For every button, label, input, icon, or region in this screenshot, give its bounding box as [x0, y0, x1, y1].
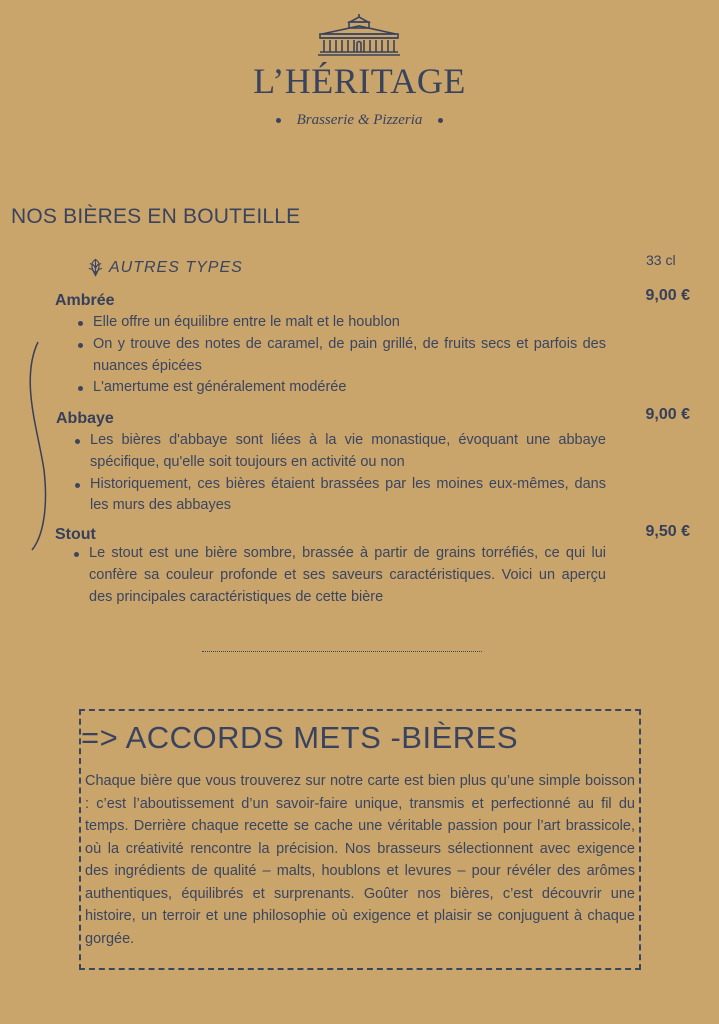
brand-name: L’HÉRITAGE — [253, 61, 466, 101]
category-heading — [86, 258, 243, 277]
beer-name: Abbaye — [56, 410, 114, 427]
decorative-bracket — [26, 340, 56, 552]
pairing-text: Chaque bière que vous trouverez sur notre carte est bien plus qu’une simple boisson : c’est l’aboutissement d’un savoir-faire unique, transmis et perfectionné au fil du temps. Derrière chaque recette se cache une véritable passion pour l’art brassicole, où la créativité rencontre la précision. Nos brasseurs sélectionnent avec exigence des ingrédients de qualité – malts, houblons et levures – pour révéler des arômes authentiques, équilibrés et surprenants. Goûter nos bières, c’est découvrir une histoire, un terroir et une philosophie où exigence et plaisir se conjuguent à chaque gorgée. — [85, 773, 635, 947]
note-item: Le stout est une bière sombre, brassée à partir de grains torréfiés, ce qui lui confère sa couleur profonde et ses saveurs caractéristiques. Voici un aperçu des principales caractéristiques de cette bière — [72, 543, 606, 608]
section-title: NOS BIÈRES EN BOUTEILLE — [11, 205, 301, 228]
dot-icon — [438, 118, 443, 123]
category-label: AUTRES TYPES — [109, 258, 243, 276]
note-item: L'amertume est généralement modérée — [76, 377, 606, 399]
hop-icon — [86, 258, 105, 277]
note-item: Historiquement, ces bières étaient brassées par les moines eux-mêmes, dans les murs des abbayes — [73, 474, 606, 518]
note-item: On y trouve des notes de caramel, de pain grillé, de fruits secs et parfois des nuances épicées — [76, 334, 606, 378]
beer-notes — [73, 430, 606, 517]
beer-notes — [76, 312, 606, 399]
note-item: Les bières d'abbaye sont liées à la vie monastique, évoquant une abbaye spécifique, qu'elle soit toujours en activité ou non — [73, 430, 606, 474]
building-logo-icon — [316, 12, 402, 56]
beer-name: Stout — [55, 526, 96, 543]
beer-notes — [72, 543, 606, 608]
brand-subtitle — [0, 112, 719, 129]
volume-label: 33 cl — [646, 252, 676, 268]
beer-price: 9,00 € — [645, 406, 690, 423]
dotted-divider — [202, 651, 482, 652]
subtitle-text: Brasserie & Pizzeria — [296, 112, 423, 128]
beer-price: 9,00 € — [645, 287, 690, 304]
pairing-title: => ACCORDS METS -BIÈRES — [81, 720, 518, 755]
note-item: Elle offre un équilibre entre le malt et le houblon — [76, 312, 606, 334]
dot-icon — [276, 118, 281, 123]
beer-name: Ambrée — [55, 292, 115, 309]
beer-price: 9,50 € — [645, 523, 690, 540]
